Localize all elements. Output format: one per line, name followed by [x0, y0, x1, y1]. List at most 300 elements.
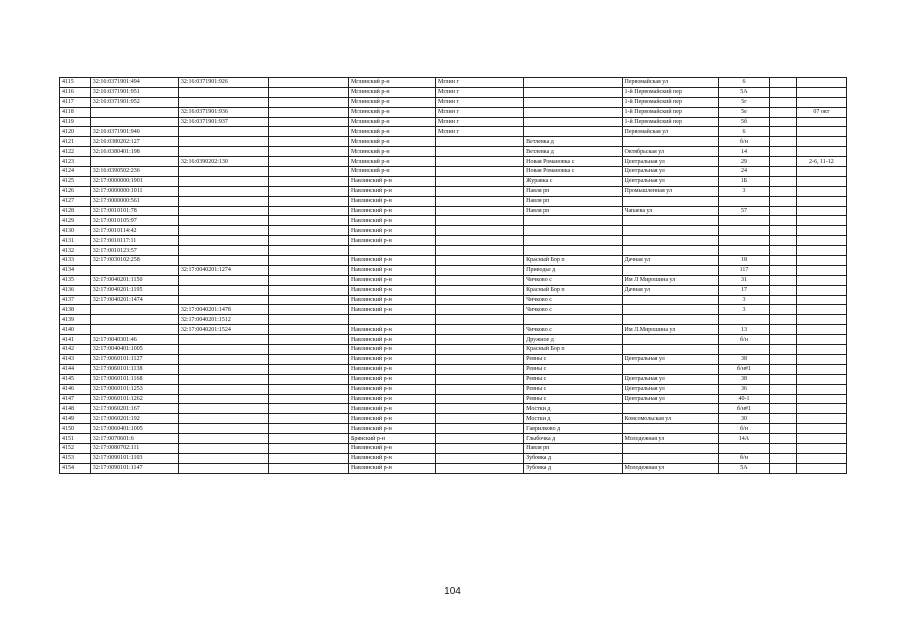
- table-cell: [178, 374, 268, 384]
- table-cell: [718, 216, 769, 226]
- table-cell: [796, 236, 846, 246]
- table-cell: 4130: [60, 226, 91, 236]
- table-cell: 32:16:0390202:130: [178, 157, 268, 167]
- table-cell: [269, 147, 349, 157]
- table-cell: [178, 226, 268, 236]
- table-row: [60, 305, 847, 315]
- table-cell: 32:17:0060101:1253: [90, 384, 178, 394]
- table-row: [60, 424, 847, 434]
- table-cell: Навля рп: [524, 186, 622, 196]
- table-cell: Навлинский р-н: [348, 176, 435, 186]
- table-cell: [770, 434, 797, 444]
- table-cell: [796, 364, 846, 374]
- table-cell: 32:17:0010105:97: [90, 216, 178, 226]
- table-cell: [770, 78, 797, 88]
- table-cell: 32:17:0060101:1262: [90, 394, 178, 404]
- table-cell: Новая Романовка с: [524, 167, 622, 177]
- table-cell: б/н: [718, 137, 769, 147]
- table-cell: [796, 275, 846, 285]
- table-cell: Чичково с: [524, 275, 622, 285]
- table-row: [60, 414, 847, 424]
- table-cell: Им Л Мирошина ул: [622, 275, 718, 285]
- table-row: [60, 295, 847, 305]
- table-cell: Навлинский р-н: [348, 236, 435, 246]
- table-cell: [178, 275, 268, 285]
- table-cell: [770, 236, 797, 246]
- table-cell: 32:17:0060101:1138: [90, 364, 178, 374]
- table-cell: [269, 384, 349, 394]
- table-cell: [718, 246, 769, 256]
- table-cell: Мглинский р-н: [348, 87, 435, 97]
- table-cell: [436, 206, 524, 216]
- table-cell: [770, 87, 797, 97]
- table-cell: б/н: [718, 424, 769, 434]
- table-cell: [90, 107, 178, 117]
- table-cell: 31: [718, 275, 769, 285]
- table-cell: [269, 157, 349, 167]
- table-cell: 4124: [60, 167, 91, 177]
- table-cell: [178, 196, 268, 206]
- table-cell: Навлинский р-н: [348, 404, 435, 414]
- table-cell: [524, 97, 622, 107]
- table-cell: [178, 414, 268, 424]
- table-cell: 3: [718, 305, 769, 315]
- table-cell: [269, 167, 349, 177]
- table-cell: [436, 226, 524, 236]
- table-cell: Навлинский р-н: [348, 275, 435, 285]
- table-cell: [436, 414, 524, 424]
- table-cell: [770, 246, 797, 256]
- table-cell: Мглинский р-н: [348, 107, 435, 117]
- table-cell: [770, 285, 797, 295]
- table-row: [60, 206, 847, 216]
- table-row: [60, 265, 847, 275]
- table-cell: Дружное д: [524, 335, 622, 345]
- table-row: [60, 216, 847, 226]
- table-row: [60, 275, 847, 285]
- table-cell: [436, 265, 524, 275]
- table-cell: 4125: [60, 176, 91, 186]
- table-cell: [436, 186, 524, 196]
- table-row: [60, 434, 847, 444]
- table-cell: Журавка с: [524, 176, 622, 186]
- table-cell: [436, 167, 524, 177]
- table-cell: [770, 216, 797, 226]
- table-cell: Навлинский р-н: [348, 256, 435, 266]
- table-cell: Дачная ул: [622, 285, 718, 295]
- table-cell: [770, 176, 797, 186]
- table-cell: [770, 394, 797, 404]
- table-cell: Центральная ул: [622, 354, 718, 364]
- table-cell: 32:17:0060101:1127: [90, 354, 178, 364]
- table-cell: Дачная ул: [622, 256, 718, 266]
- table-cell: Мостки д: [524, 404, 622, 414]
- table-cell: Ветлевка д: [524, 137, 622, 147]
- table-row: [60, 107, 847, 117]
- table-cell: [178, 404, 268, 414]
- table-cell: [770, 295, 797, 305]
- table-row: [60, 285, 847, 295]
- table-cell: [770, 157, 797, 167]
- table-cell: [796, 315, 846, 325]
- table-cell: 4115: [60, 78, 91, 88]
- table-cell: 5е: [718, 107, 769, 117]
- table-cell: [796, 345, 846, 355]
- table-cell: [436, 275, 524, 285]
- table-cell: 32:16:0371901:926: [178, 78, 268, 88]
- registry-table-container: [59, 77, 847, 474]
- table-cell: 32:17:0040401:1005: [90, 345, 178, 355]
- table-cell: 4154: [60, 463, 91, 473]
- table-row: [60, 137, 847, 147]
- table-cell: Навлинский р-н: [348, 443, 435, 453]
- table-cell: Центральная ул: [622, 176, 718, 186]
- table-cell: 32:17:0060201:192: [90, 414, 178, 424]
- table-cell: Центральная ул: [622, 394, 718, 404]
- table-cell: 1Б: [718, 176, 769, 186]
- table-cell: [770, 325, 797, 335]
- table-cell: [90, 117, 178, 127]
- table-cell: 32:17:0010123:57: [90, 246, 178, 256]
- table-cell: [796, 394, 846, 404]
- table-cell: [269, 315, 349, 325]
- table-cell: [436, 374, 524, 384]
- table-cell: Ревны с: [524, 384, 622, 394]
- table-cell: Навлинский р-н: [348, 374, 435, 384]
- table-cell: Мглинский р-н: [348, 137, 435, 147]
- table-cell: Навлинский р-н: [348, 463, 435, 473]
- table-cell: [770, 226, 797, 236]
- table-row: [60, 236, 847, 246]
- table-cell: Мглинский р-н: [348, 117, 435, 127]
- table-cell: [269, 78, 349, 88]
- table-cell: Ветлевка д: [524, 147, 622, 157]
- table-cell: 32:17:0090101:1147: [90, 463, 178, 473]
- table-row: [60, 364, 847, 374]
- table-cell: [436, 236, 524, 246]
- table-cell: [622, 364, 718, 374]
- table-cell: [269, 325, 349, 335]
- table-cell: [269, 265, 349, 275]
- table-cell: [178, 127, 268, 137]
- table-cell: [796, 424, 846, 434]
- table-cell: [269, 434, 349, 444]
- table-row: [60, 87, 847, 97]
- table-cell: [269, 285, 349, 295]
- table-cell: [796, 295, 846, 305]
- table-cell: [770, 364, 797, 374]
- table-cell: [178, 384, 268, 394]
- table-cell: 38: [718, 354, 769, 364]
- table-cell: [796, 127, 846, 137]
- table-cell: [178, 167, 268, 177]
- table-cell: [436, 335, 524, 345]
- table-row: [60, 374, 847, 384]
- table-cell: 4132: [60, 246, 91, 256]
- table-cell: [269, 226, 349, 236]
- table-cell: 14: [718, 147, 769, 157]
- table-cell: [436, 453, 524, 463]
- table-cell: Навлинский р-н: [348, 285, 435, 295]
- table-cell: Навля рп: [524, 196, 622, 206]
- table-cell: Зубовка д: [524, 453, 622, 463]
- table-cell: [178, 364, 268, 374]
- registry-table-body: [60, 78, 847, 474]
- table-row: [60, 246, 847, 256]
- table-cell: [770, 315, 797, 325]
- table-cell: [436, 256, 524, 266]
- table-cell: [178, 453, 268, 463]
- table-cell: [178, 147, 268, 157]
- table-cell: 117: [718, 265, 769, 275]
- table-cell: [770, 206, 797, 216]
- table-cell: 4149: [60, 414, 91, 424]
- table-cell: Навлинский р-н: [348, 345, 435, 355]
- table-row: [60, 127, 847, 137]
- table-cell: Ревны с: [524, 374, 622, 384]
- table-cell: 32:17:0040201:1474: [90, 295, 178, 305]
- table-cell: 32:16:0371901:936: [178, 107, 268, 117]
- table-cell: [770, 414, 797, 424]
- table-cell: [178, 176, 268, 186]
- table-cell: [718, 315, 769, 325]
- table-cell: [796, 404, 846, 414]
- table-cell: 4144: [60, 364, 91, 374]
- table-cell: [770, 453, 797, 463]
- table-cell: [269, 186, 349, 196]
- table-cell: 32:17:0040201:1512: [178, 315, 268, 325]
- table-row: [60, 117, 847, 127]
- table-cell: [796, 443, 846, 453]
- table-cell: 36: [718, 384, 769, 394]
- table-cell: Глыбочка д: [524, 434, 622, 444]
- table-cell: [770, 335, 797, 345]
- table-cell: Мглин г: [436, 87, 524, 97]
- table-cell: 32:17:0010114:42: [90, 226, 178, 236]
- table-cell: Мглинский р-н: [348, 97, 435, 107]
- table-cell: б/н: [718, 453, 769, 463]
- table-cell: [796, 147, 846, 157]
- table-cell: [524, 246, 622, 256]
- table-cell: Чичково с: [524, 305, 622, 315]
- table-cell: 13: [718, 325, 769, 335]
- table-cell: [269, 127, 349, 137]
- table-cell: [436, 325, 524, 335]
- table-cell: [770, 137, 797, 147]
- table-cell: [269, 364, 349, 374]
- table-cell: [90, 315, 178, 325]
- table-cell: Навлинский р-н: [348, 226, 435, 236]
- table-cell: [436, 364, 524, 374]
- table-cell: 5б: [718, 117, 769, 127]
- table-cell: 32:17:0040201:1274: [178, 265, 268, 275]
- table-cell: [178, 295, 268, 305]
- table-cell: 4138: [60, 305, 91, 315]
- table-cell: 4147: [60, 394, 91, 404]
- table-cell: [796, 87, 846, 97]
- table-cell: [796, 384, 846, 394]
- table-cell: Чапаева ул: [622, 206, 718, 216]
- table-cell: [796, 216, 846, 226]
- table-cell: [622, 265, 718, 275]
- table-cell: [770, 424, 797, 434]
- table-cell: [796, 97, 846, 107]
- table-cell: [770, 97, 797, 107]
- table-cell: Навлинский р-н: [348, 265, 435, 275]
- table-cell: 32:17:0070601:6: [90, 434, 178, 444]
- table-cell: [796, 137, 846, 147]
- table-cell: [178, 256, 268, 266]
- table-cell: 4151: [60, 434, 91, 444]
- table-cell: [796, 285, 846, 295]
- table-cell: Центральная ул: [622, 167, 718, 177]
- table-row: [60, 167, 847, 177]
- table-cell: [436, 404, 524, 414]
- table-cell: 32:17:0000000:1901: [90, 176, 178, 186]
- table-cell: 32:16:0371901:937: [178, 117, 268, 127]
- table-cell: 14А: [718, 434, 769, 444]
- table-cell: [178, 463, 268, 473]
- table-cell: [269, 216, 349, 226]
- table-cell: Навлинский р-н: [348, 335, 435, 345]
- table-cell: Молодежная ул: [622, 463, 718, 473]
- table-cell: 40-1: [718, 394, 769, 404]
- registry-table: [59, 77, 847, 474]
- table-cell: [796, 226, 846, 236]
- table-cell: [524, 107, 622, 117]
- table-cell: 32:17:0040201:1478: [178, 305, 268, 315]
- table-cell: [269, 354, 349, 364]
- table-cell: [524, 226, 622, 236]
- table-cell: Мглинский р-н: [348, 167, 435, 177]
- table-cell: 32:16:0371901:952: [90, 97, 178, 107]
- table-cell: Им Л.Мирошина ул: [622, 325, 718, 335]
- table-cell: [796, 256, 846, 266]
- table-cell: [796, 463, 846, 473]
- table-cell: [90, 325, 178, 335]
- table-cell: 5А: [718, 87, 769, 97]
- table-cell: Навлинский р-н: [348, 216, 435, 226]
- table-cell: [524, 236, 622, 246]
- table-cell: 4146: [60, 384, 91, 394]
- table-cell: [269, 275, 349, 285]
- table-cell: [178, 424, 268, 434]
- table-cell: [269, 394, 349, 404]
- table-cell: [269, 137, 349, 147]
- table-cell: [622, 216, 718, 226]
- table-cell: [796, 335, 846, 345]
- table-cell: [770, 443, 797, 453]
- table-row: [60, 147, 847, 157]
- table-cell: [524, 117, 622, 127]
- table-cell: [436, 246, 524, 256]
- table-cell: [524, 78, 622, 88]
- table-cell: 4137: [60, 295, 91, 305]
- table-cell: [269, 463, 349, 473]
- table-cell: [622, 226, 718, 236]
- table-cell: Комсомольская ул: [622, 414, 718, 424]
- table-cell: [178, 97, 268, 107]
- table-cell: [436, 157, 524, 167]
- table-cell: 1-й Первомайский пер: [622, 107, 718, 117]
- table-cell: 24: [718, 167, 769, 177]
- table-cell: 4131: [60, 236, 91, 246]
- table-row: [60, 335, 847, 345]
- table-cell: 4117: [60, 97, 91, 107]
- table-cell: Чичково с: [524, 325, 622, 335]
- table-cell: 4141: [60, 335, 91, 345]
- table-cell: Ревны с: [524, 394, 622, 404]
- table-cell: Навлинский р-н: [348, 196, 435, 206]
- table-cell: [269, 246, 349, 256]
- table-cell: 3: [718, 186, 769, 196]
- table-cell: [348, 246, 435, 256]
- table-cell: [269, 374, 349, 384]
- table-cell: [269, 206, 349, 216]
- table-cell: 1-й Первомайский пер: [622, 117, 718, 127]
- table-cell: [178, 335, 268, 345]
- table-cell: [269, 117, 349, 127]
- table-cell: Мглин г: [436, 117, 524, 127]
- table-row: [60, 453, 847, 463]
- table-cell: [269, 196, 349, 206]
- table-cell: [436, 434, 524, 444]
- table-cell: 30: [718, 414, 769, 424]
- table-cell: [770, 265, 797, 275]
- table-row: [60, 97, 847, 107]
- table-cell: [436, 345, 524, 355]
- table-cell: 32:17:0080702:111: [90, 443, 178, 453]
- table-cell: [269, 345, 349, 355]
- table-cell: б/н#1: [718, 364, 769, 374]
- table-cell: Мглинский р-н: [348, 147, 435, 157]
- table-cell: Навлинский р-н: [348, 394, 435, 404]
- table-cell: 4121: [60, 137, 91, 147]
- table-row: [60, 404, 847, 414]
- table-cell: [436, 424, 524, 434]
- table-cell: 32:16:0380202:127: [90, 137, 178, 147]
- table-cell: [796, 354, 846, 364]
- table-cell: [770, 305, 797, 315]
- table-cell: [770, 384, 797, 394]
- table-cell: 4126: [60, 186, 91, 196]
- table-cell: [178, 137, 268, 147]
- table-cell: Мглин г: [436, 78, 524, 88]
- table-cell: [796, 186, 846, 196]
- table-row: [60, 315, 847, 325]
- table-cell: [770, 354, 797, 364]
- table-cell: Красный Бор п: [524, 256, 622, 266]
- table-row: [60, 157, 847, 167]
- table-cell: Первомайская ул: [622, 78, 718, 88]
- table-cell: [796, 78, 846, 88]
- table-cell: Мостки д: [524, 414, 622, 424]
- table-cell: [718, 226, 769, 236]
- table-cell: [178, 186, 268, 196]
- table-cell: Мглинский р-н: [348, 78, 435, 88]
- table-cell: [770, 196, 797, 206]
- table-cell: 4136: [60, 285, 91, 295]
- table-cell: 32:17:0040201:1150: [90, 275, 178, 285]
- table-cell: Брянский р-н: [348, 434, 435, 444]
- table-cell: Красный Бор п: [524, 345, 622, 355]
- table-cell: [436, 176, 524, 186]
- table-cell: [269, 414, 349, 424]
- table-cell: [269, 453, 349, 463]
- table-cell: [770, 186, 797, 196]
- table-cell: [269, 97, 349, 107]
- table-cell: 5А: [718, 463, 769, 473]
